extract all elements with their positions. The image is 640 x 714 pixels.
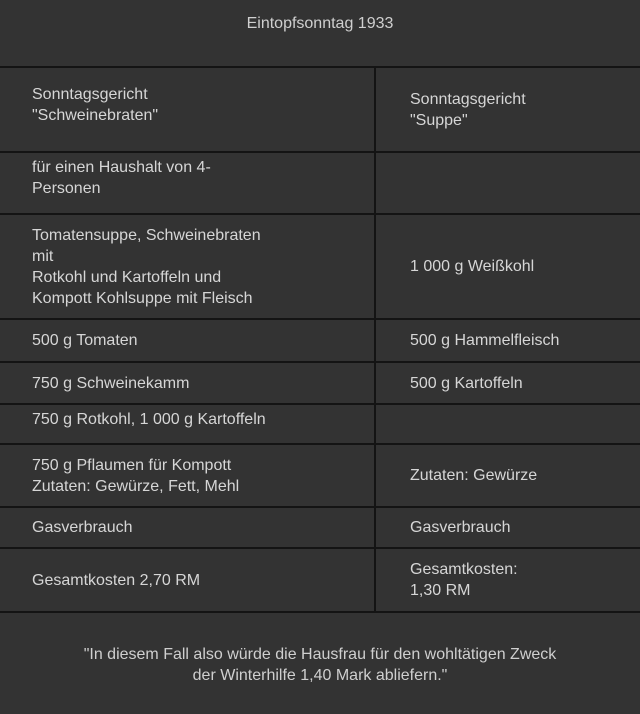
table-row	[0, 507, 640, 548]
suppe-cell	[375, 152, 640, 214]
schweinebraten-cell	[0, 152, 375, 214]
cell-line: Zutaten: Gewürze	[410, 467, 538, 484]
cell-line: Gesamtkosten:	[410, 561, 518, 578]
table-row	[0, 548, 640, 612]
suppe-cell	[375, 67, 640, 152]
table-row	[0, 319, 640, 362]
schweinebraten-cell	[0, 67, 375, 152]
quote-text	[0, 644, 640, 686]
cell-line: Sonntagsgericht	[410, 90, 526, 108]
quote-line-2: der Winterhilfe 1,40 Mark abliefern."	[192, 667, 448, 684]
suppe-cell	[375, 319, 640, 362]
cell-line: Gasverbrauch	[32, 519, 133, 536]
cell-line: 1 000 g Weißkohl	[410, 258, 535, 275]
cell-line: 1,30 RM	[410, 582, 471, 599]
schweinebraten-cell	[0, 404, 375, 444]
table-row	[0, 362, 640, 404]
cell-line: Sonntagsgericht	[32, 86, 148, 103]
suppe-cell	[375, 362, 640, 404]
table-row	[0, 214, 640, 319]
cell-line: Rotkohl und Kartoffeln und	[32, 268, 222, 286]
cell-line: 500 g Kartoffeln	[410, 374, 523, 392]
suppe-cell	[375, 548, 640, 612]
schweinebraten-cell	[0, 362, 375, 404]
cell-line: "Suppe"	[410, 111, 468, 129]
table-row	[0, 152, 640, 214]
table-row	[0, 444, 640, 507]
cell-line: "Schweinebraten"	[32, 107, 159, 124]
schweinebraten-cell	[0, 444, 375, 507]
cell-line: Tomatensuppe, Schweinebraten	[32, 226, 261, 244]
cell-line: Gasverbrauch	[410, 519, 511, 536]
cell-line: 500 g Tomaten	[32, 332, 138, 349]
schweinebraten-cell	[0, 507, 375, 548]
comparison-table	[0, 66, 640, 613]
suppe-cell	[375, 507, 640, 548]
cell-line: 750 g Schweinekamm	[32, 374, 190, 392]
schweinebraten-cell	[0, 214, 375, 319]
page-title: Eintopfsonntag 1933	[246, 15, 394, 32]
schweinebraten-cell	[0, 319, 375, 362]
cell-line: 750 g Pflaumen für Kompott	[32, 456, 232, 474]
cell-line: Gesamtkosten 2,70 RM	[32, 571, 201, 589]
suppe-cell	[375, 404, 640, 444]
cell-line: Zutaten: Gewürze, Fett, Mehl	[32, 477, 240, 495]
cell-line: 750 g Rotkohl, 1 000 g Kartoffeln	[32, 411, 266, 428]
cell-line: 500 g Hammelfleisch	[410, 332, 560, 349]
suppe-cell	[375, 214, 640, 319]
cell-line: mit	[32, 247, 54, 265]
quote-line-1: "In diesem Fall also würde die Hausfrau für den wohltätigen Zweck	[83, 646, 557, 663]
table-row	[0, 404, 640, 444]
schweinebraten-cell	[0, 548, 375, 612]
table-row	[0, 67, 640, 152]
suppe-cell	[375, 444, 640, 507]
cell-line: Personen	[32, 180, 101, 197]
cell-line: für einen Haushalt von 4-	[32, 159, 211, 176]
cell-line: Kompott Kohlsuppe mit Fleisch	[32, 289, 253, 307]
